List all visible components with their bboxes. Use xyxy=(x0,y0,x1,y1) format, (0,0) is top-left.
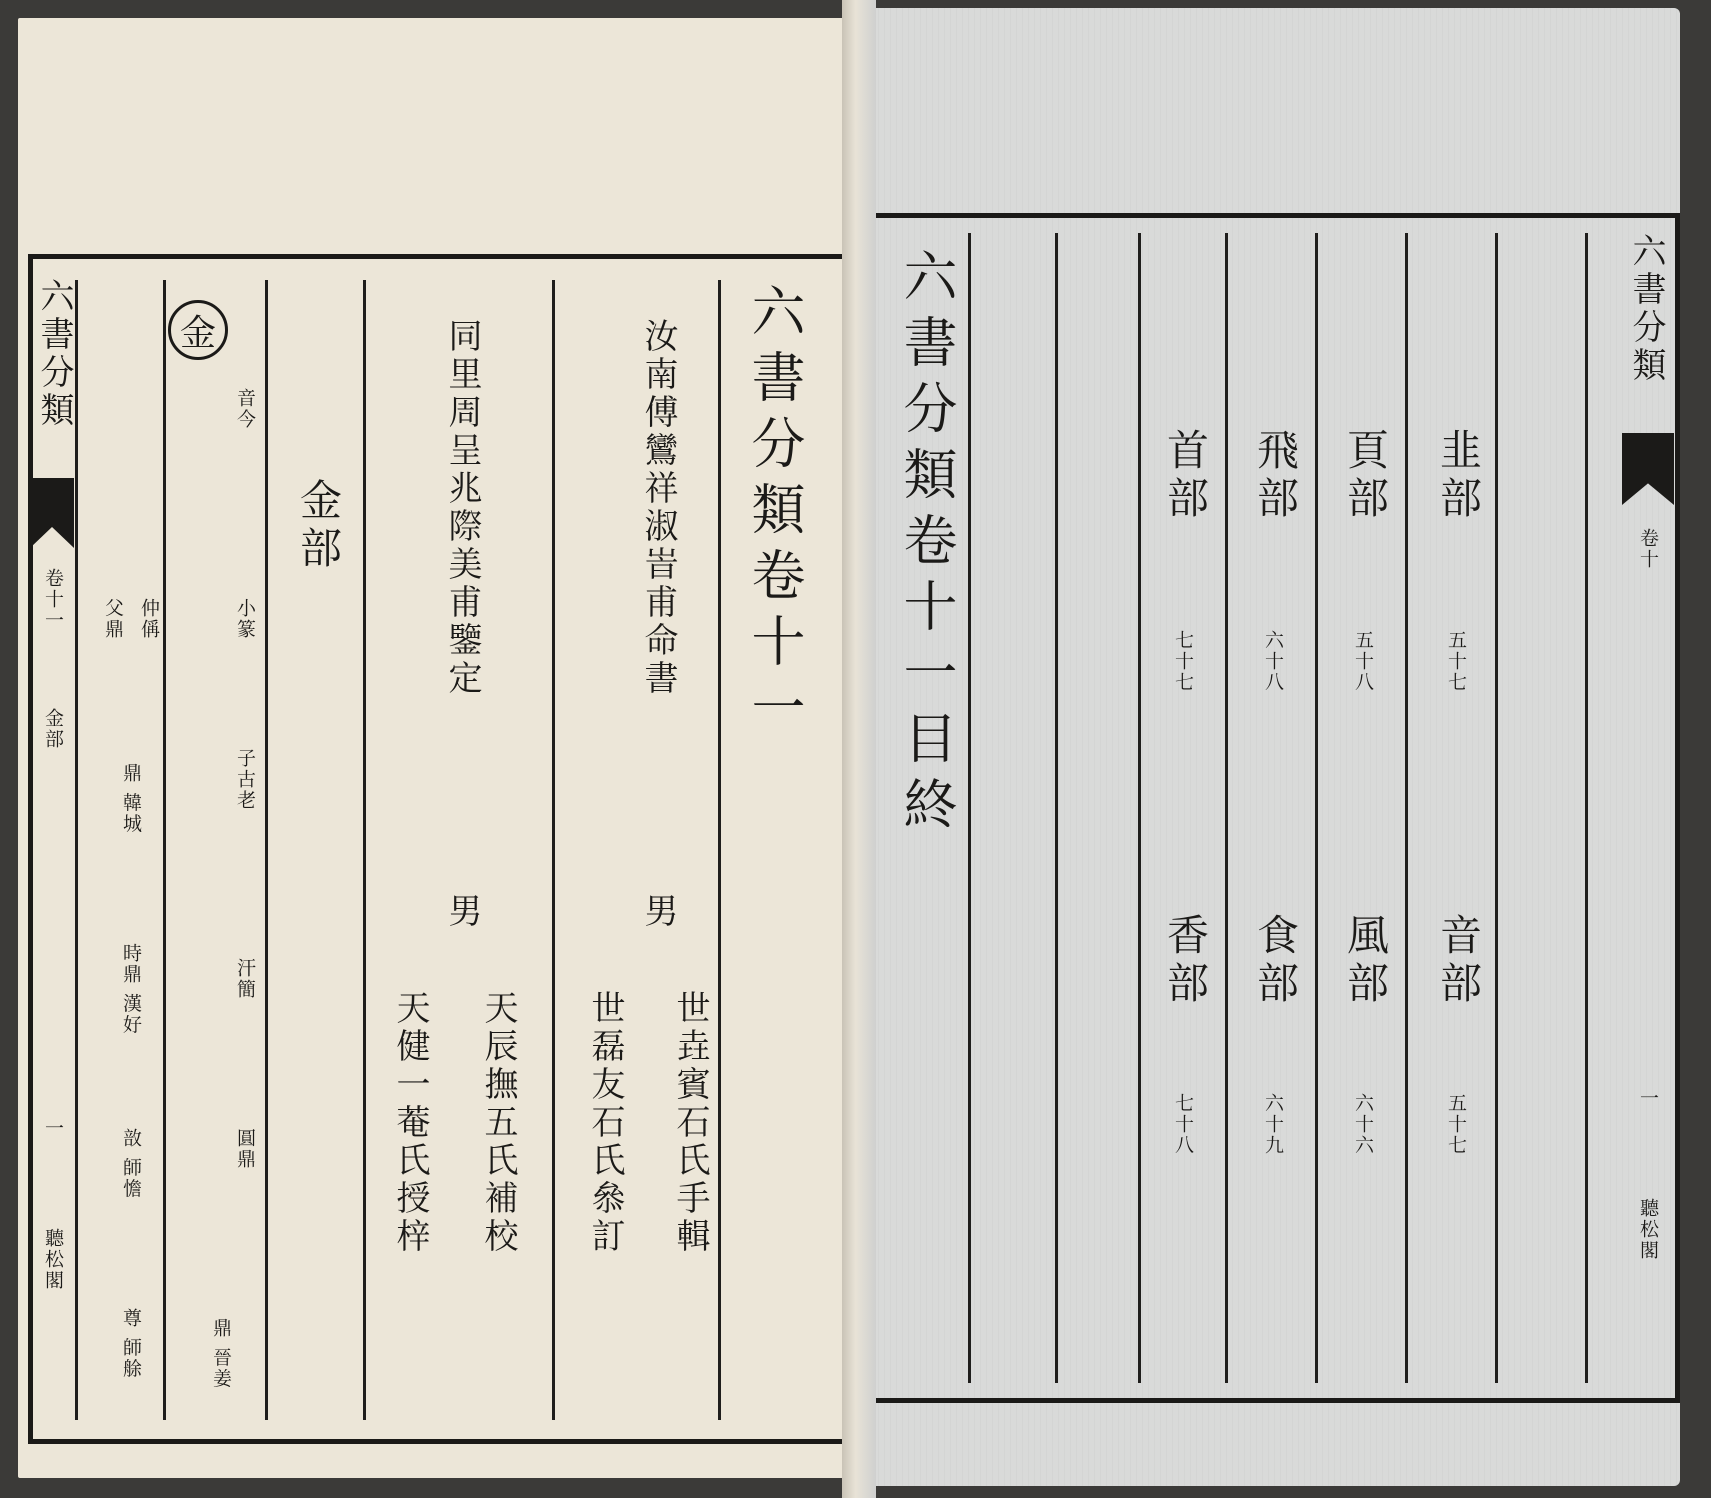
index-3-bottom: 香部 xyxy=(1161,913,1210,1009)
entry-col-a: 音今 xyxy=(234,388,256,430)
rule xyxy=(163,280,166,1420)
entry-col-h: 父鼎 xyxy=(102,598,124,640)
left-margin-title: 六書分類 xyxy=(34,278,74,430)
index-1-bottom-page: 六十六 xyxy=(1352,1093,1374,1156)
index-2-top-page: 六十八 xyxy=(1262,630,1284,693)
entry-col-f: 鼎 晉姜 xyxy=(210,1318,232,1390)
entry-col-c: 子古老 xyxy=(234,748,256,811)
book-gutter xyxy=(842,0,876,1498)
left-margin-section: 金部 xyxy=(42,708,64,750)
left-margin-volume: 卷十一 xyxy=(42,568,64,631)
radical-circle: 金 xyxy=(168,300,228,360)
compiler-line: 汝南傅鸞祥淑峕甫命書 xyxy=(638,318,678,698)
rule xyxy=(265,280,268,1420)
left-margin-leaf: 一 xyxy=(42,1118,64,1139)
editor-line-3: 天辰撫五氏補校 xyxy=(478,990,518,1256)
right-margin-title: 六書分類 xyxy=(1626,233,1666,385)
index-3-top-page: 七十七 xyxy=(1172,630,1194,693)
right-margin-volume: 卷十 xyxy=(1637,528,1659,570)
right-page xyxy=(860,8,1680,1486)
rule xyxy=(75,280,78,1420)
rule xyxy=(718,280,721,1420)
rule xyxy=(1585,233,1588,1383)
editor-line-2: 世磊友石氏叅訂 xyxy=(585,990,625,1256)
entry-col-i: 鼎 韓城 xyxy=(120,763,142,835)
index-2-bottom: 食部 xyxy=(1251,913,1300,1009)
right-margin-leaf: 一 xyxy=(1637,1088,1659,1109)
index-1-top: 頁部 xyxy=(1341,428,1390,524)
entry-col-d: 汗簡 xyxy=(234,958,256,1000)
rule xyxy=(1495,233,1498,1383)
son-label-2: 男 xyxy=(442,893,482,931)
rule xyxy=(552,280,555,1420)
rule xyxy=(363,280,366,1420)
rule xyxy=(1138,233,1141,1383)
right-frame xyxy=(860,213,1680,1403)
entry-col-l: 尊 師艅 xyxy=(120,1308,142,1380)
index-0-bottom: 音部 xyxy=(1434,913,1483,1009)
index-2-top: 飛部 xyxy=(1251,428,1300,524)
entry-col-g: 仲偁 xyxy=(138,598,160,640)
son-label-1: 男 xyxy=(638,893,678,931)
editor-line-4: 天健一菴氏授梓 xyxy=(390,990,430,1256)
rule xyxy=(1405,233,1408,1383)
section-heading: 金部 xyxy=(294,478,343,574)
entry-col-b: 小篆 xyxy=(234,598,256,640)
index-1-top-page: 五十八 xyxy=(1352,630,1374,693)
left-title: 六書分類卷十一 xyxy=(743,283,806,745)
index-0-bottom-page: 五十七 xyxy=(1445,1093,1467,1156)
index-3-bottom-page: 七十八 xyxy=(1172,1093,1194,1156)
reviewer-line: 同里周呈兆際美甫鑒定 xyxy=(442,318,482,698)
rule xyxy=(1055,233,1058,1383)
entry-col-e: 圓鼎 xyxy=(234,1128,256,1170)
right-margin-publisher: 聽松閣 xyxy=(1637,1198,1659,1261)
rule xyxy=(1225,233,1228,1383)
rule xyxy=(1315,233,1318,1383)
rule xyxy=(968,233,971,1383)
index-1-bottom: 風部 xyxy=(1341,913,1390,1009)
entry-col-j: 時鼎 漢好 xyxy=(120,943,142,1036)
left-margin-publisher: 聽松閣 xyxy=(42,1228,64,1291)
entry-col-k: 敨 師憺 xyxy=(120,1128,142,1200)
index-2-bottom-page: 六十九 xyxy=(1262,1093,1284,1156)
editor-line-1: 世垚賓石氏手輯 xyxy=(670,990,710,1256)
left-page xyxy=(18,18,860,1478)
right-closing: 六書分類卷十一目終 xyxy=(895,248,958,842)
index-3-top: 首部 xyxy=(1161,428,1210,524)
index-0-top-page: 五十七 xyxy=(1445,630,1467,693)
index-0-top: 韭部 xyxy=(1434,428,1483,524)
